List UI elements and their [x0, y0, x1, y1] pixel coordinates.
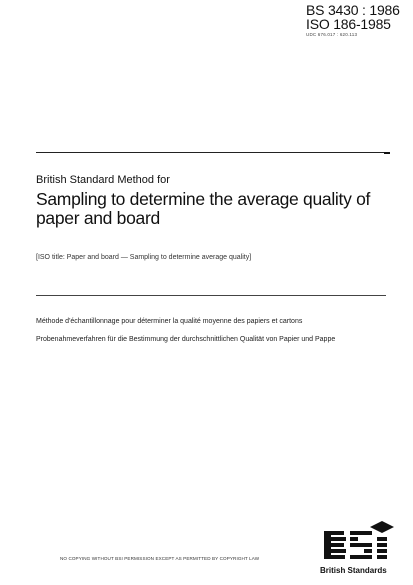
iso-title: [ISO title: Paper and board — Sampling to determine average quality]	[36, 254, 252, 261]
french-title: Méthode d'échantillonnage pour déterminer la qualité moyenne des papiers et cartons	[36, 318, 303, 325]
method-label: British Standard Method for	[36, 174, 170, 186]
bs-number: BS 3430 : 1986	[306, 2, 400, 18]
udc-number: UDC 676.017 : 620.113	[306, 32, 358, 37]
document-title: Sampling to determine the average quality of paper and board	[36, 189, 371, 228]
bsi-logo-mark-icon	[320, 521, 410, 565]
bsi-logo	[320, 521, 410, 579]
german-title: Probenahmeverfahren für die Bestimmung der durchschnittlichen Qualität von Papier und Pappe	[36, 336, 336, 343]
middle-divider	[36, 295, 386, 296]
top-divider	[36, 152, 390, 153]
british-standards-label: British Standards	[320, 566, 387, 575]
top-divider-end-mark	[384, 152, 390, 154]
iso-number: ISO 186-1985	[306, 16, 391, 32]
standard-numbers	[306, 3, 406, 38]
copyright-notice: NO COPYING WITHOUT BSI PERMISSION EXCEPT AS PERMITTED BY COPYRIGHT LAW	[60, 556, 260, 561]
